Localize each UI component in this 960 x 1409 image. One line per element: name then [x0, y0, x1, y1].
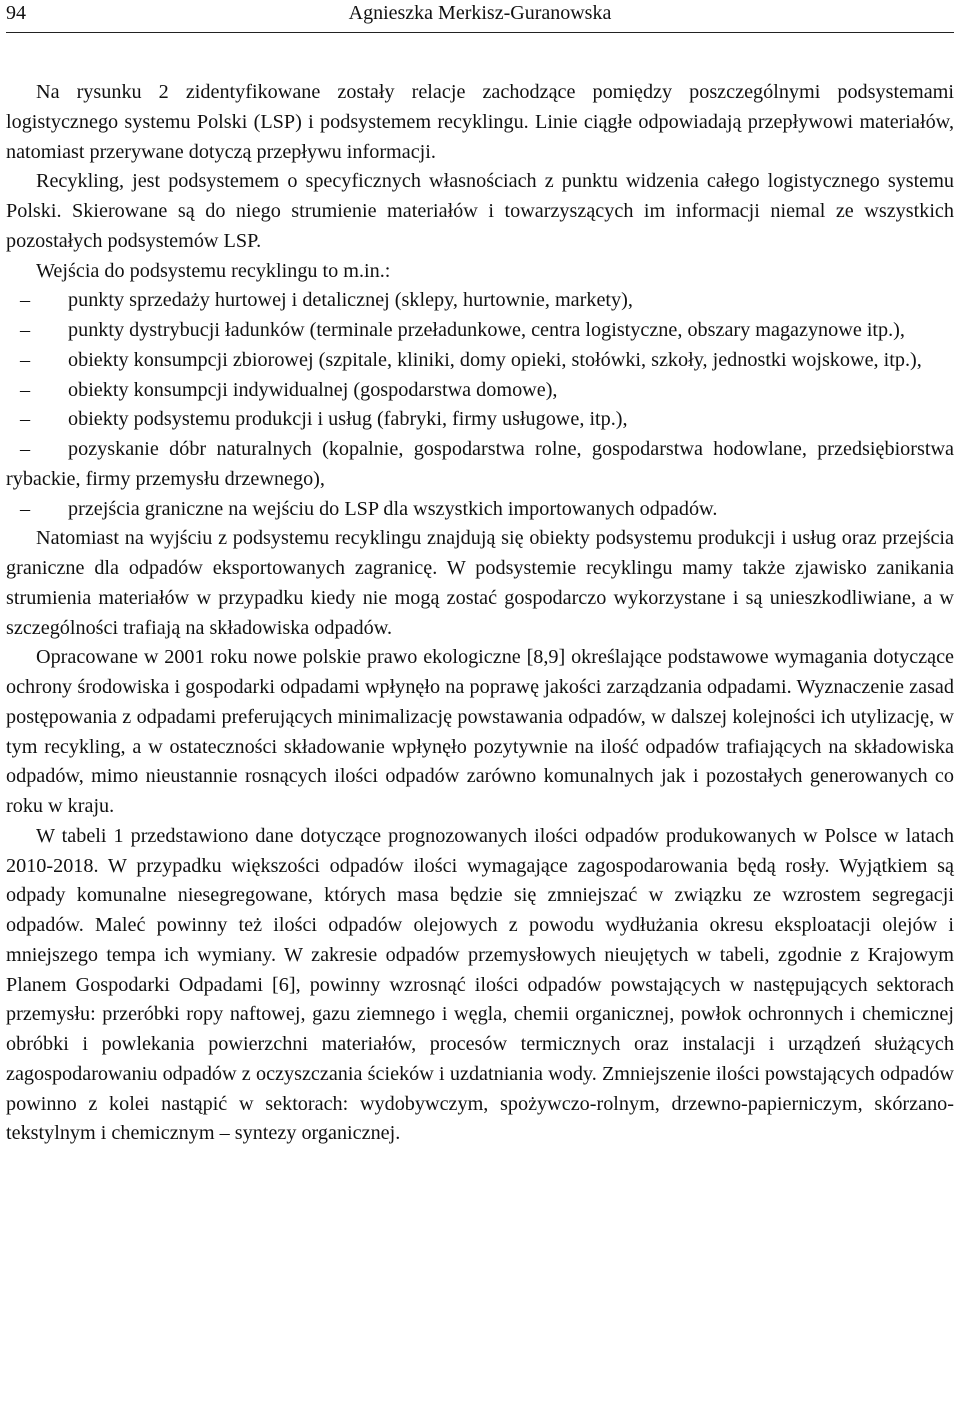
- paragraph-ecological-law: Opracowane w 2001 roku nowe polskie prawo ekologiczne [8,9] określające podstawowe wymagania dotyczące ochrony środowiska i gospodarki odpadami wpłynęło na poprawę jakości zarządzania odpadami. Wyznaczenie zasad postępowania z odpadami preferujących minimalizację powstawania odpadów, w dalszej kolejności ich utylizację, w tym recykling, a w ostateczności składowanie wpłynęło pozytywnie na ilość odpadów trafiających na składowiska odpadów, mimo nieustannie rosnących ilości odpadów zarówno komunalnych jak i pozostałych generowanych co roku w kraju.: [6, 646, 954, 817]
- list-dash: –: [20, 438, 31, 460]
- paragraph-recycling-subsystem: Recykling, jest podsystemem o specyficznych własnościach z punktu widzenia całego logistycznego systemu Polski. Skierowane są do niego strumienie materiałów i towarzyszących im informacji niemal ze wszystkich pozostałych podsystemów LSP.: [6, 170, 954, 252]
- paragraph-table-1-forecast: W tabeli 1 przedstawiono dane dotyczące prognozowanych ilości odpadów produkowanych w Polsce w latach 2010-2018. W przypadku większości odpadów ilości wymagające zagospodarowania będą rosły. Wyjątkiem są odpady komunalne niesegregowane, których masa będzie się zmniejszać w związku ze wzrostem segregacji odpadów. Maleć powinny też ilości odpadów olejowych z powodu wydłużania okresu eksploatacji olejów i mniejszego tempa ich wymiany. W zakresie odpadów przemysłowych nieujętych w tabeli, zgodnie z Krajowym Planem Gospodarki Odpadami [6], powinny wzrosnąć ilości odpadów powstających w następujących sektorach przemysłu: przeróbki ropy naftowej, gazu ziemnego i węgla, chemii organicznej, powłok ochronnych i chemicznej obróbki i powlekania powierzchni materiałów, procesów termicznych oraz instalacji i urządzeń służących zagospodarowaniu odpadów z oczyszczania ścieków i uzdatniania wody. Zmniejszenie ilości powstających odpadów powinno z kolei nastąpić w sektorach: wydobywczym, spożywczo-rolnym, drzewno-papierniczym, skórzano-tekstylnym i chemicznym – syntezy organicznej.: [6, 824, 954, 1145]
- list-dash: –: [20, 348, 31, 371]
- list-item-text: przejścia graniczne na wejściu do LSP dla wszystkich importowanych odpadów.: [68, 497, 718, 520]
- list-item: [6, 286, 954, 316]
- header-rule: [6, 32, 954, 33]
- list-dash: –: [20, 378, 31, 401]
- page-body: [6, 78, 954, 1149]
- paragraph-inputs-intro: Wejścia do podsystemu recyklingu to m.in.:: [36, 259, 391, 282]
- list-item: [6, 435, 954, 495]
- list-item-text: obiekty konsumpcji zbiorowej (szpitale, kliniki, domy opieki, stołówki, szkoły, jednostki wojskowe, itp.),: [68, 348, 922, 371]
- list-item: [6, 376, 954, 406]
- list-item-text: obiekty podsystemu produkcji i usług (fabryki, firmy usługowe, itp.),: [68, 408, 628, 431]
- list-dash: –: [20, 408, 31, 431]
- list-dash: –: [20, 319, 31, 341]
- paragraph-recycling-outputs: Natomiast na wyjściu z podsystemu recyklingu znajdują się obiekty podsystemu produkcji i usług oraz przejścia graniczne dla odpadów eksportowanych zagranicę. W podsystemie recyklingu mamy także zjawisko zanikania strumienia materiałów w przypadku kiedy nie mogą zostać gospodarczo wykorzystane i są unieszkodliwiane, a w szczególności trafiają na składowiska odpadów.: [6, 527, 954, 639]
- list-item: [6, 495, 954, 525]
- list-item-text: obiekty konsumpcji indywidualnej (gospodarstwa domowe),: [68, 378, 558, 401]
- list-item-text: punkty sprzedaży hurtowej i detalicznej (sklepy, hurtownie, markety),: [68, 289, 633, 312]
- list-item: [6, 316, 954, 346]
- list-item: [6, 346, 954, 376]
- page-number: 94: [6, 2, 26, 24]
- page-header: [6, 0, 954, 30]
- list-dash: –: [20, 497, 31, 520]
- paragraph-figure-2-relations: Na rysunku 2 zidentyfikowane zostały relacje zachodzące pomiędzy poszczególnymi podsystemami logistycznego systemu Polski (LSP) i podsystemem recyklingu. Linie ciągłe odpowiadają przepływowi materiałów, natomiast przerywane dotyczą przepływu informacji.: [6, 81, 954, 163]
- running-head-author: Agnieszka Merkisz-Guranowska: [348, 2, 612, 24]
- list-dash: –: [20, 289, 31, 312]
- list-item-text: punkty dystrybucji ładunków (terminale przeładunkowe, centra logistyczne, obszary magazynowe itp.),: [68, 319, 905, 341]
- list-item: [6, 405, 954, 435]
- list-item-text: pozyskanie dóbr naturalnych (kopalnie, gospodarstwa rolne, gospodarstwa hodowlane, przedsiębiorstwa rybackie, firmy przemysłu drzewnego),: [6, 438, 954, 490]
